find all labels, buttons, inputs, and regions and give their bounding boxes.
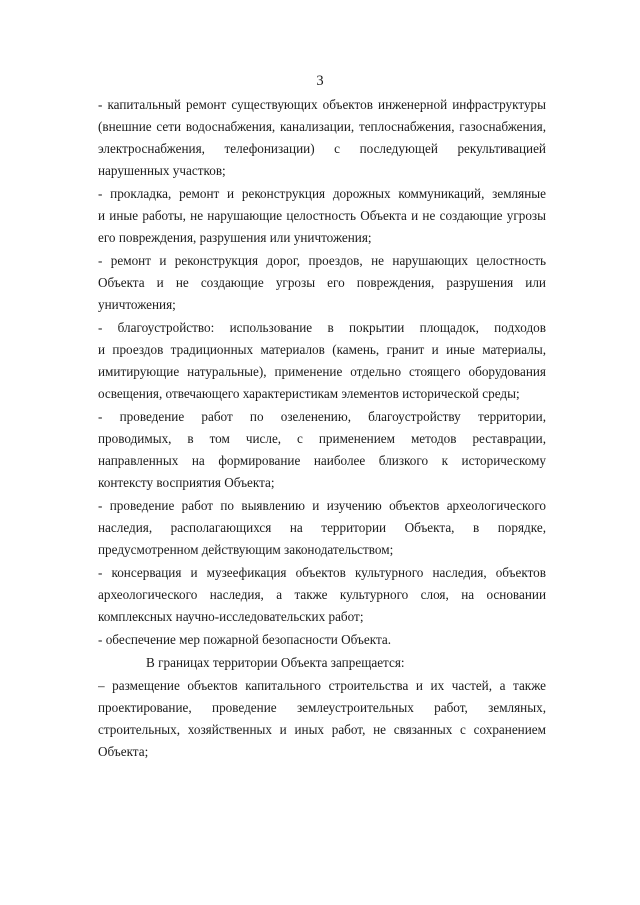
text-line: наследия, располагающихся на территории Объекта, в порядке, [98, 520, 546, 535]
paragraph-road-communications [98, 183, 546, 249]
text-line: и иные работы, не нарушающие целостность Объекта и не создающие угрозы [98, 208, 546, 223]
paragraph-road-repair [98, 250, 546, 316]
text-line: археологического наследия, а также культурного слоя, на основании [98, 587, 546, 602]
text-line: комплексных научно-исследовательских работ; [98, 609, 364, 624]
text-line: нарушенных участков; [98, 163, 226, 178]
text-line: электроснабжения, телефонизации) с последующей рекультивацией [98, 141, 546, 156]
document-body [98, 94, 546, 763]
text-line: контексту восприятия Объекта; [98, 475, 275, 490]
text-line: уничтожения; [98, 297, 176, 312]
text-line: его повреждения, разрушения или уничтожения; [98, 230, 372, 245]
text-line: Объекта; [98, 744, 149, 759]
paragraph-greening [98, 406, 546, 494]
text-line: - благоустройство: использование в покрытии площадок, подходов [98, 320, 546, 335]
paragraph-landscaping [98, 317, 546, 405]
paragraph-capital-repair [98, 94, 546, 182]
text-line: - ремонт и реконструкция дорог, проездов, не нарушающих целостность [98, 253, 546, 268]
text-line: Объекта и не создающие угрозы его повреждения, разрушения или [98, 275, 546, 290]
text-line: - капитальный ремонт существующих объектов инженерной инфраструктуры [98, 97, 546, 112]
text-line: направленных на формирование наиболее близкого к историческому [98, 453, 546, 468]
text-line: имитирующие натуральные), применение отдельно стоящего оборудования [98, 364, 546, 379]
page-number: 3 [316, 73, 324, 89]
text-line: и проездов традиционных материалов (камень, гранит и иные материалы, [98, 342, 546, 357]
paragraph-fire-safety [98, 629, 546, 651]
text-line: – размещение объектов капитального строительства и их частей, а также [98, 678, 546, 693]
paragraph-conservation [98, 562, 546, 628]
paragraph-archaeology [98, 495, 546, 561]
text-line: (внешние сети водоснабжения, канализации, теплоснабжения, газоснабжения, [98, 119, 546, 134]
text-line: - проведение работ по выявлению и изучению объектов археологического [98, 498, 546, 513]
prohibition-heading [98, 652, 546, 674]
paragraph-prohibited-construction [98, 675, 546, 763]
text-line: освещения, отвечающего характеристикам элементов исторической среды; [98, 386, 520, 401]
text-line: - проведение работ по озеленению, благоустройству территории, [98, 409, 546, 424]
text-line: проектирование, проведение землеустроительных работ, земляных, [98, 700, 546, 715]
text-line: - консервация и музеефикация объектов культурного наследия, объектов [98, 565, 546, 580]
text-line: проводимых, в том числе, с применением методов реставрации, [98, 431, 546, 446]
text-line: - обеспечение мер пожарной безопасности Объекта. [98, 632, 392, 647]
text-line: В границах территории Объекта запрещается: [146, 655, 405, 670]
text-line: предусмотренном действующим законодательством; [98, 542, 394, 557]
text-line: - прокладка, ремонт и реконструкция дорожных коммуникаций, земляные [98, 186, 546, 201]
text-line: строительных, хозяйственных и иных работ, не связанных с сохранением [98, 722, 546, 737]
